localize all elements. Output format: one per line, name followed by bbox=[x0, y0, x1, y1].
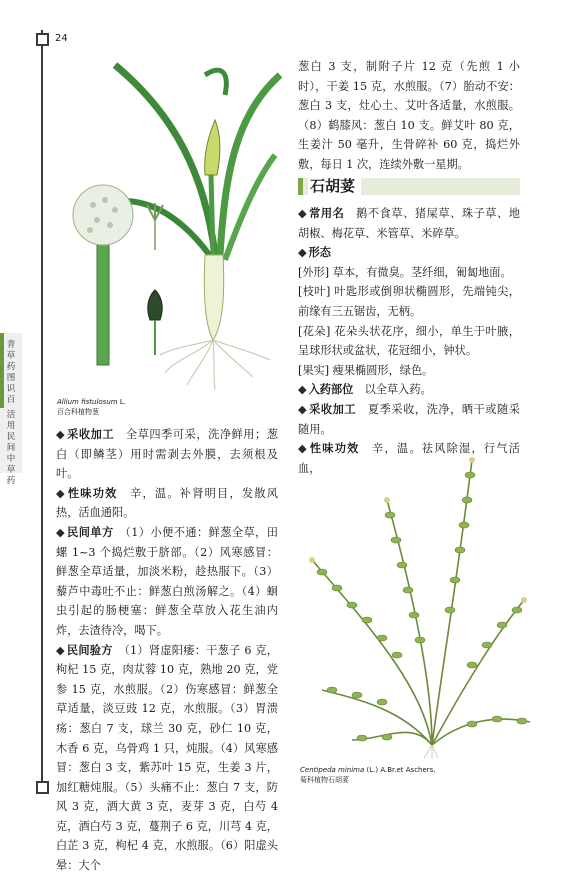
side-tab-accent bbox=[0, 333, 4, 408]
paragraph-harvest-2: ◆ 采收加工 夏季采收，洗净，晒干或随采随用。 bbox=[298, 401, 520, 436]
section-title: 性味功效 bbox=[309, 441, 360, 456]
section-title: 入药部位 bbox=[308, 382, 354, 397]
paragraph-fruit bbox=[298, 361, 520, 381]
flower-bud bbox=[205, 120, 220, 175]
section-label: [花朵] bbox=[298, 324, 331, 338]
paragraph-common-names: ◆ 常用名 鹅不食草、猪屎草、珠子草、地胡椒、梅花草、米管草、米碎草。 bbox=[298, 206, 520, 240]
figure2-family: 菊科植物石胡荽 bbox=[300, 776, 349, 784]
section-text: 叶匙形或倒卵状椭圆形，先端钝尖，前缘有三五锯齿，无柄。 bbox=[298, 285, 520, 318]
section-title: 性味功效 bbox=[67, 485, 118, 500]
figure2-author: (L.) A.Br.et Aschers. bbox=[366, 766, 436, 774]
paragraph-leaves bbox=[298, 282, 520, 321]
side-label-top: 青草药图识百 bbox=[6, 340, 16, 405]
paragraph-folk-proven: ◆ 民间验方 （1）肾虚阳痿：干葱子 6 克，枸杞 15 克，肉苁蓉 10 克，熟地 20 克，党参 15 克，水煎服。（2）伤寒感冒：鲜葱全草适量，淡豆豉 12 克，水煎服。（3）胃溃疡：葱白 7 支，球兰 30 克，砂仁 10 克，木香 6 克，乌骨鸡 1 只，炖服。（4）风寒感冒：葱白 3 支，紫苏叶 15 克，生姜 3 片，加红糖炖服。（5）头痛不止：葱白 7 支，防风 3 克，酒大黄 3 克，麦芽 3 克，白芍 4 克，酒白芍 3 克，蔓荆子 6 克，川芎 4 克，白芷 3 克，枸杞 4 克，水煎服。（6）阳虚头晕：大个 bbox=[56, 642, 278, 873]
paragraph-properties: ◆ 性味功效 辛，温。补肾明目，发散风热，活血通阳。 bbox=[56, 485, 278, 520]
figure2-latin: Centipeda minima bbox=[300, 766, 365, 774]
flower-heads bbox=[309, 457, 527, 603]
stems bbox=[312, 460, 530, 745]
section-title: 形态 bbox=[308, 245, 331, 260]
frame-corner-top bbox=[36, 33, 49, 46]
frame-corner-bottom bbox=[36, 781, 49, 794]
section-label: [外形] bbox=[298, 265, 330, 279]
figure1-author: L. bbox=[119, 398, 126, 406]
page-frame-line bbox=[41, 30, 43, 790]
section-text: 辛，温。祛风除湿，行气活血， bbox=[298, 442, 520, 475]
seed-capsule bbox=[148, 290, 162, 320]
figure1-family: 百合科植物葱 bbox=[57, 408, 99, 416]
paragraph-shape bbox=[298, 263, 520, 283]
section-title: 采收加工 bbox=[309, 401, 357, 416]
flower-stalk bbox=[97, 240, 109, 365]
section-text: 以全草入药。 bbox=[364, 383, 432, 397]
section-label: [枝叶] bbox=[298, 285, 331, 299]
section-text: 全草四季可采，洗净鲜用；葱白（即鳞茎）用时需剥去外膜，去须根及叶。 bbox=[56, 428, 278, 481]
heading-accent bbox=[298, 178, 303, 195]
section-title: 常用名 bbox=[309, 206, 345, 220]
paragraph-flowers bbox=[298, 322, 520, 361]
section-title: 民间单方 bbox=[67, 524, 114, 539]
paragraph-medicinal-part: ◆ 入药部位 以全草入药。 bbox=[298, 382, 432, 397]
paragraph-morphology: ◆ 形态 bbox=[298, 245, 331, 260]
section-text: 草本，有微臭。茎纤细，匍匐地面。 bbox=[332, 265, 512, 279]
section-label: [果实] bbox=[298, 363, 330, 377]
section-text: 花朵头状花序，细小，单生于叶腋，呈球形状或盆状，花冠细小，钟状。 bbox=[298, 324, 520, 358]
bulb bbox=[204, 255, 223, 340]
paragraph-continued: 葱白 3 支，制附子片 12 克（先煎 1 小时），干姜 15 克，水煎服。（7）胎动不安：葱白 3 支，灶心土、艾叶各适量，水煎服。（8）鹤膝风：葱白 10 支。鲜艾叶 80 克，生姜汁 50 毫升，生骨碎补 60 克，捣烂外敷，每日 1 次，连续外敷一星期。 bbox=[298, 60, 520, 171]
herb-heading: 石胡荽 bbox=[308, 175, 361, 197]
paragraph-folk-single: ◆ 民间单方 （1）小便不通：鲜葱全草，田螺 1~3 个捣烂敷于脐部。（2）风寒感冒：鲜葱全草适量，加淡米粉，趁热服下。（3）藜芦中毒吐不止：鲜葱白煎汤解之。（4）蛔虫引起的肠梗塞：鲜葱全草放入花生油内炸，去渣待冷，喝下。 bbox=[56, 524, 278, 637]
page-number: 24 bbox=[55, 33, 68, 44]
centipeda-illustration bbox=[292, 440, 537, 760]
section-text: （1）肾虚阳痿：干葱子 6 克，枸杞 15 克，肉苁蓉 10 克，熟地 20 克，党参 15 克，水煎服。（2）伤寒感冒：鲜葱全草适量，淡豆豉 12 克，水煎服。（3）胃溃疡：葱白 7 支，球兰 30 克，砂仁 10 克，木香 6 克，乌骨鸡 1 只，炖服。（4）风寒感冒：葱白 3 支，紫苏叶 15 克，生姜 3 片，加红糖炖服。（5）头痛不止：葱白 7 支，防风 3 克，酒大黄 3 克，麦芽 3 克，白芍 4 克，酒白芍 3 克，蔓荆子 6 克，川芎 4 克，白芷 3 克，枸杞 4 克，水煎服。（6）阳虚头晕：大个 bbox=[56, 643, 278, 873]
section-text: 鹅不食草、猪屎草、珠子草、地胡椒、梅花草、米管草、米碎草。 bbox=[298, 207, 520, 240]
section-text: 夏季采收，洗净，晒干或随采随用。 bbox=[298, 402, 520, 436]
section-title: 采收加工 bbox=[67, 427, 115, 441]
section-text: （1）小便不通：鲜葱全草，田螺 1~3 个捣烂敷于脐部。（2）风寒感冒：鲜葱全草适量，加淡米粉，趁热服下。（3）藜芦中毒吐不止：鲜葱白煎汤解之。（4）蛔虫引起的肠梗塞：鲜葱全草放入花生油内炸，去渣待冷，喝下。 bbox=[56, 525, 278, 637]
paragraph-properties-2: ◆ 性味功效 辛，温。祛风除湿，行气活血， bbox=[298, 441, 520, 475]
right-herb-details bbox=[298, 204, 520, 478]
figure1-latin: Allium fistulosum bbox=[57, 398, 118, 406]
figure1-caption bbox=[57, 397, 126, 417]
section-text: 瘦果椭圆形，绿色。 bbox=[332, 363, 434, 377]
roots bbox=[160, 340, 270, 390]
paragraph-harvest: ◆ 采收加工 全草四季可采，洗净鲜用；葱白（即鳞茎）用时需剥去外膜，去须根及叶。 bbox=[56, 427, 278, 481]
leaves bbox=[317, 472, 527, 741]
flower-head bbox=[73, 185, 133, 245]
figure2-caption bbox=[300, 765, 436, 785]
left-text-column bbox=[56, 425, 278, 876]
leaf-5 bbox=[205, 70, 226, 95]
allium-illustration bbox=[55, 55, 285, 395]
section-text: 辛，温。补肾明目，发散风热，活血通阳。 bbox=[56, 486, 278, 520]
side-label-bottom: 活用民间中草药 bbox=[6, 410, 16, 486]
section-title: 民间验方 bbox=[66, 642, 113, 657]
bud-stalk bbox=[211, 175, 213, 255]
roots bbox=[424, 745, 438, 759]
right-text-column bbox=[298, 57, 520, 175]
